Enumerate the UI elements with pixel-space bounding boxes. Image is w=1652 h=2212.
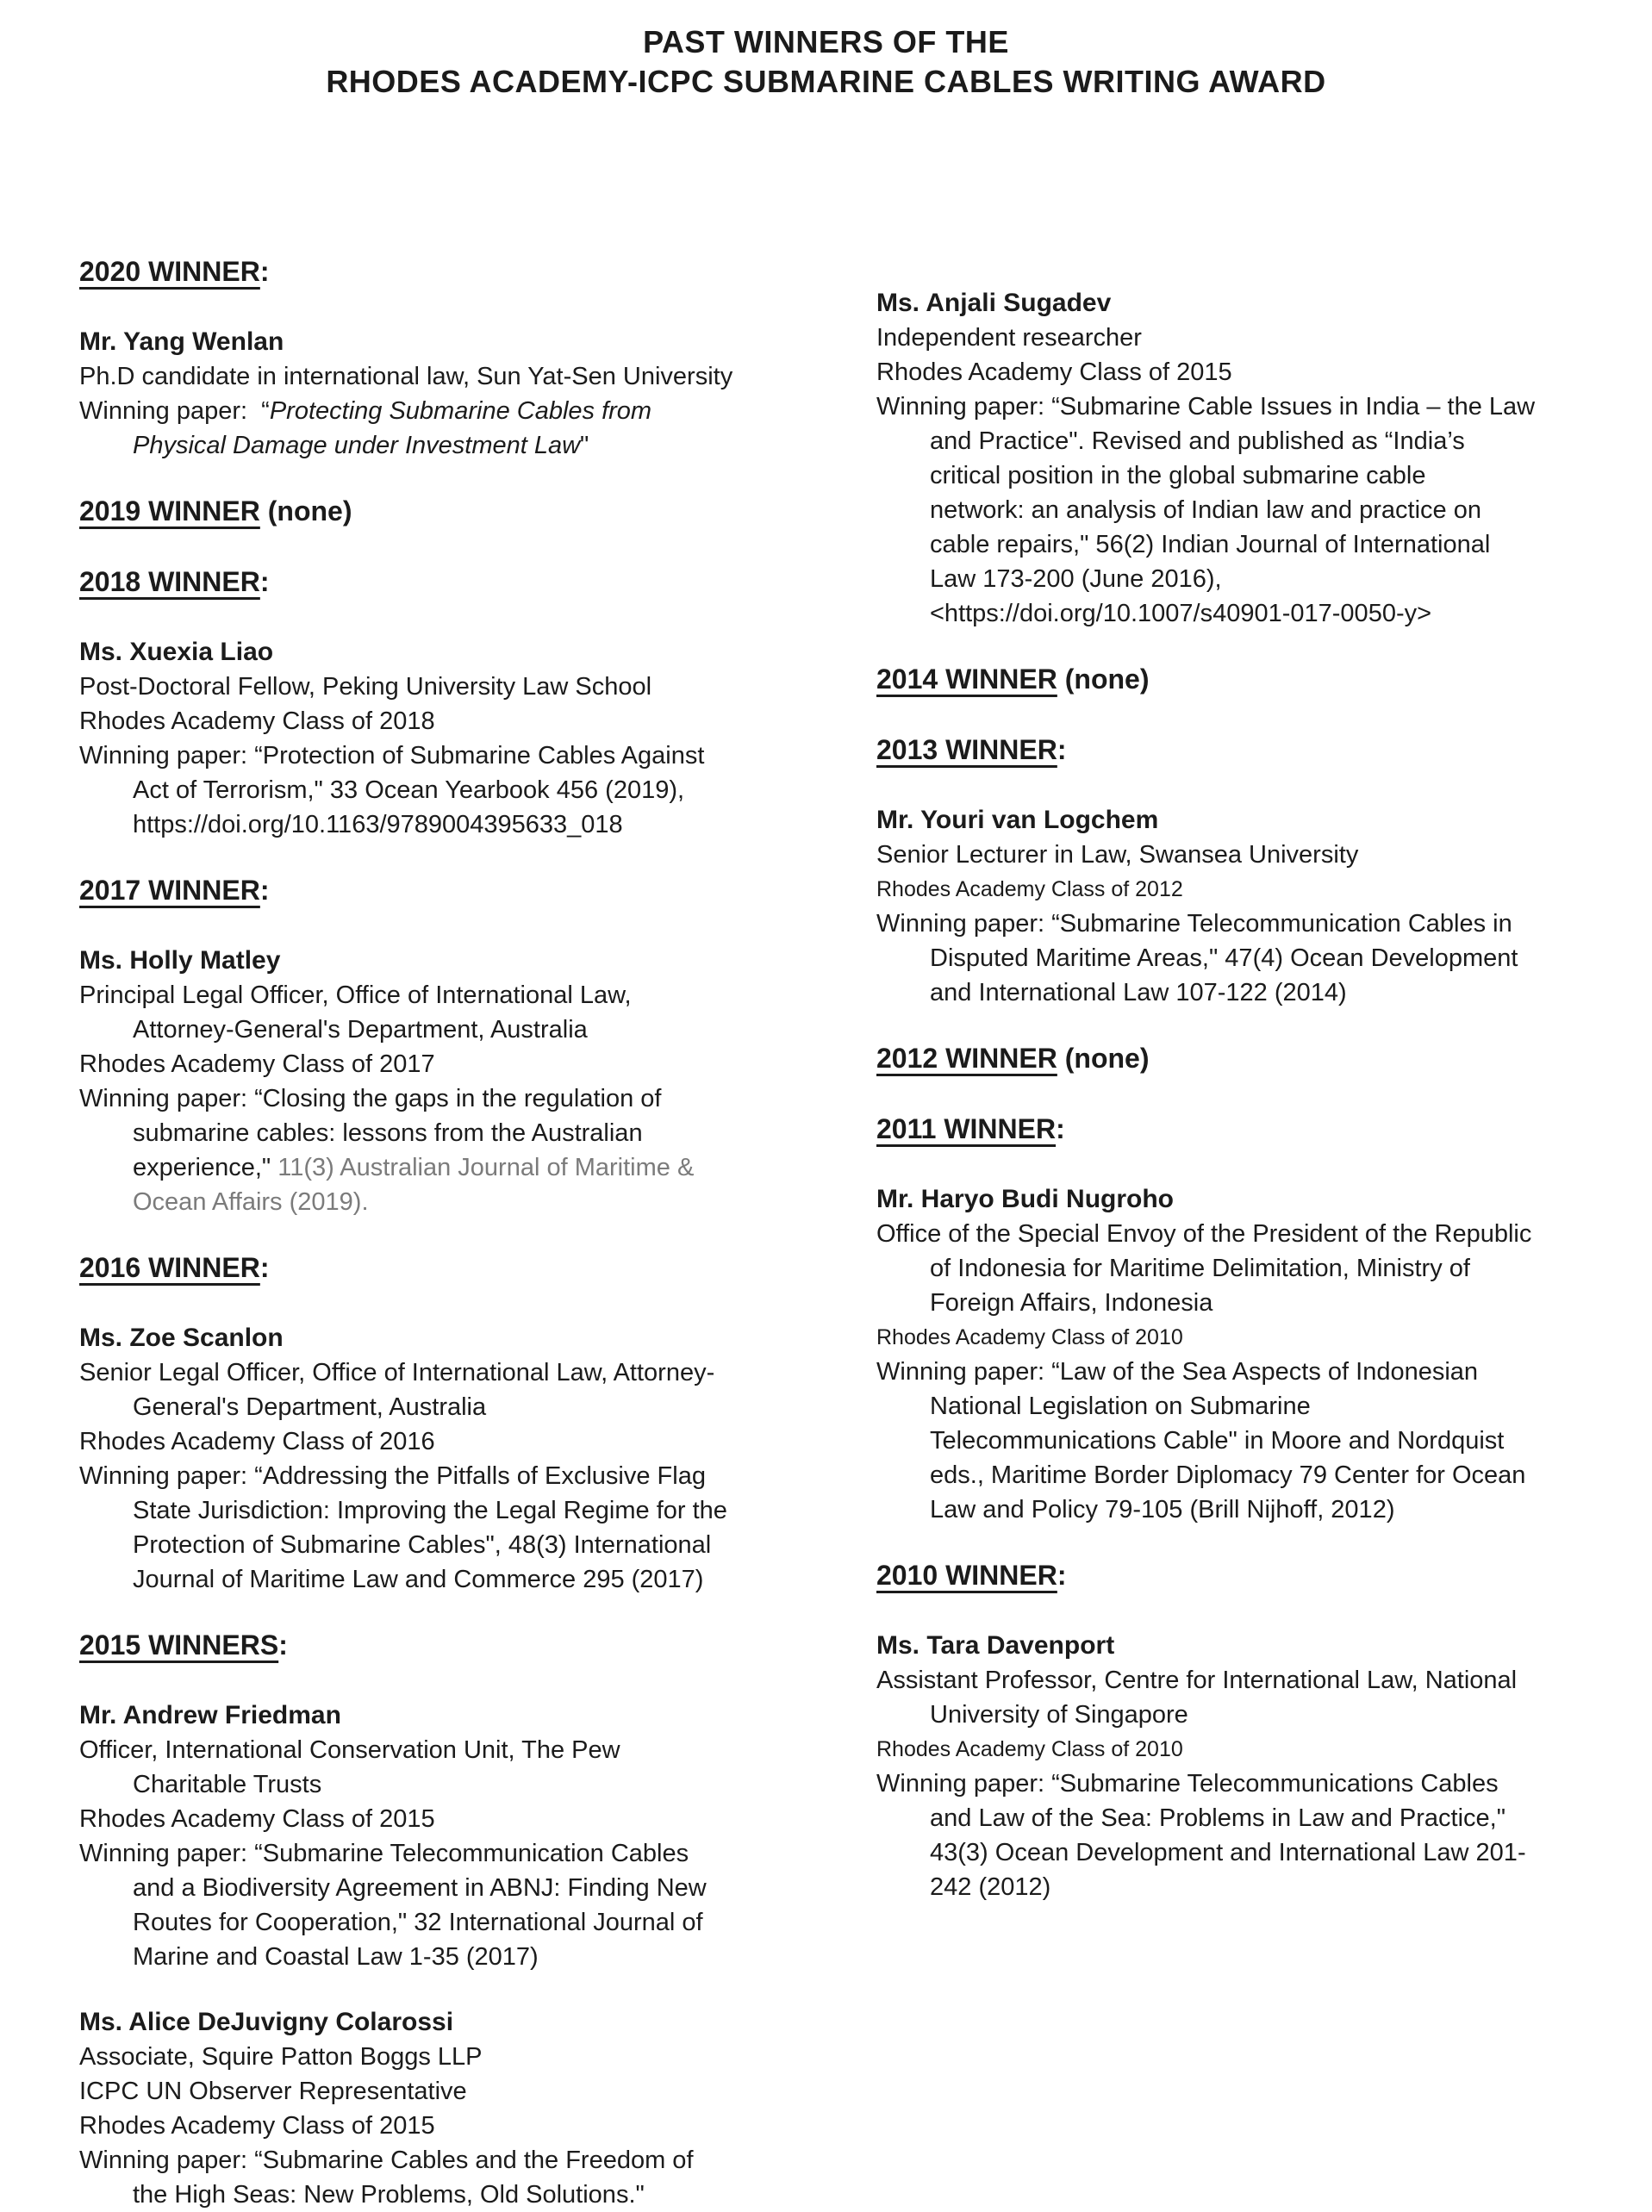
winner-year-heading-underlined: 2016 WINNER	[79, 1252, 260, 1283]
entry-line-segment: Post-Doctoral Fellow, Peking University Law School	[79, 673, 652, 701]
winner-section	[876, 1112, 1618, 1527]
entry-line	[876, 1286, 1618, 1320]
entry-line-segment: Journal of Maritime Law and Commerce 295 (2017)	[133, 1566, 704, 1593]
winner-name: Ms. Xuexia Liao	[79, 638, 274, 666]
entry-line	[876, 424, 1618, 458]
entry-line	[876, 1870, 1618, 1904]
entry-line	[876, 1458, 1618, 1492]
entry-line-segment: Law 173-200 (June 2016),	[930, 565, 1222, 593]
entry-line	[876, 907, 1618, 941]
entry-line-segment: network: an analysis of Indian law and practice on	[930, 496, 1481, 524]
entry-line-segment: Rhodes Academy Class of 2015	[876, 358, 1232, 386]
entry-line-segment: Assistant Professor, Centre for International Law, National	[876, 1667, 1518, 1694]
entry-line-segment: Attorney-General's Department, Australia	[133, 1016, 588, 1044]
entry-line	[876, 838, 1618, 872]
entry-line	[79, 1733, 876, 1767]
winner-section	[876, 1558, 1618, 1904]
entry-line	[876, 596, 1618, 631]
entry-line	[876, 1732, 1618, 1766]
winner-year-heading-suffix: :	[259, 875, 270, 906]
entry-line-segment: Winning paper: “	[79, 397, 270, 425]
entry-line-segment: Winning paper: “Submarine Telecommunication Cables in	[876, 910, 1512, 938]
entry-line	[79, 1424, 876, 1459]
entry-line	[79, 738, 876, 773]
entry-line-segment: Winning paper: “Submarine Cable Issues in India – the Law	[876, 393, 1536, 421]
entry-line	[79, 1185, 876, 1219]
winner-year-heading	[876, 1112, 1618, 1146]
entry-line-segment: Senior Legal Officer, Office of International Law, Attorney-	[79, 1359, 715, 1386]
winner-year-heading-underlined: 2014 WINNER	[876, 664, 1057, 695]
entry-line	[79, 1116, 876, 1150]
entry-line	[79, 1802, 876, 1836]
entry-line	[79, 670, 876, 704]
entry-line-segment: and Practice". Revised and published as “India’s	[930, 427, 1465, 455]
entry-line-segment: Rhodes Academy Class of 2010	[876, 1737, 1183, 1761]
entry-line	[79, 1836, 876, 1871]
entry-line-segment: Office of the Special Envoy of the President of the Republic	[876, 1220, 1532, 1248]
winner-year-heading-underlined: 2018 WINNER	[79, 566, 260, 597]
entry-line	[79, 2109, 876, 2143]
winner-section	[79, 873, 876, 1219]
winner-name: Ms. Holly Matley	[79, 946, 281, 975]
winner-section	[79, 254, 876, 463]
entry-line	[876, 1835, 1618, 1870]
entry-line-segment: Physical Damage under Investment Law	[133, 432, 581, 459]
entry-line	[79, 807, 876, 842]
winner-year-heading	[79, 564, 876, 599]
entry-line	[79, 1081, 876, 1116]
winner-section	[876, 1041, 1618, 1075]
entry-line	[876, 975, 1618, 1010]
entry-line-segment: 43(3) Ocean Development and International Law 201-	[930, 1839, 1526, 1866]
entry-line-segment: ICPC UN Observer Representative	[79, 2078, 467, 2105]
winner-name: Ms. Alice DeJuvigny Colarossi	[79, 2008, 454, 2036]
entry-line-segment: Associate, Squire Patton Boggs LLP	[79, 2043, 483, 2071]
entry-line	[79, 1528, 876, 1562]
winner-year-heading-suffix: :	[259, 256, 270, 287]
entry-line	[876, 493, 1618, 527]
winner-year-heading	[79, 254, 876, 289]
winner-name: Ms. Zoe Scanlon	[79, 1324, 284, 1352]
winner-year-heading-suffix: :	[259, 1252, 270, 1283]
document-title	[0, 0, 1652, 102]
winner-year-heading-underlined: 2015 WINNERS	[79, 1629, 279, 1661]
two-column-body	[0, 254, 1652, 2212]
entry-line	[79, 1459, 876, 1493]
entry-line-muted-segment: Ocean Affairs (2019).	[133, 1188, 369, 1216]
entry-line-segment: Ph.D candidate in international law, Sun Yat-Sen University	[79, 363, 733, 390]
entry-line-segment: https://doi.org/10.1163/9789004395633_018	[133, 811, 623, 838]
entry-line-segment: Charitable Trusts	[133, 1771, 322, 1798]
entry-line-segment: experience,"	[133, 1154, 278, 1181]
winner-year-heading-suffix: :	[1057, 1560, 1067, 1591]
entry-line-segment: Law and Policy 79-105 (Brill Nijhoff, 2012)	[930, 1496, 1395, 1523]
document-title-line2: RHODES ACADEMY-ICPC SUBMARINE CABLES WRITING AWARD	[326, 64, 1326, 99]
entry-line-segment: Protecting Submarine Cables from	[269, 397, 652, 425]
entry-line-segment: Routes for Cooperation," 32 International Journal of	[133, 1909, 703, 1936]
entry-line-segment: Rhodes Academy Class of 2015	[79, 1805, 435, 1833]
entry-line	[79, 1390, 876, 1424]
winner-section	[876, 732, 1618, 1010]
winner-entry	[876, 286, 1618, 631]
winner-entry	[876, 803, 1618, 1010]
entry-line	[876, 527, 1618, 562]
winner-section	[79, 1628, 876, 2212]
entry-line	[79, 978, 876, 1013]
entry-line-segment: and Law of the Sea: Problems in Law and Practice,"	[930, 1804, 1506, 1832]
winner-year-heading	[79, 1250, 876, 1285]
entry-line	[876, 1424, 1618, 1458]
winner-year-heading	[79, 873, 876, 907]
entry-line-segment: Rhodes Academy Class of 2010	[876, 1325, 1183, 1349]
entry-line-segment: Foreign Affairs, Indonesia	[930, 1289, 1213, 1317]
entry-line	[79, 428, 876, 463]
entry-line	[79, 2040, 876, 2074]
winner-year-heading-suffix: :	[1056, 1113, 1065, 1144]
entry-line	[876, 872, 1618, 907]
entry-line-segment: Officer, International Conservation Unit, The Pew	[79, 1736, 620, 1764]
entry-line-segment: Rhodes Academy Class of 2016	[79, 1428, 435, 1455]
winner-name: Ms. Tara Davenport	[876, 1631, 1115, 1660]
entry-line-segment: "	[580, 432, 589, 459]
winner-year-heading	[79, 494, 876, 528]
entry-line-segment: Winning paper: “Closing the gaps in the regulation of	[79, 1085, 662, 1112]
winner-year-heading-suffix: :	[259, 566, 270, 597]
entry-line	[876, 321, 1618, 355]
winner-year-heading-underlined: 2010 WINNER	[876, 1560, 1057, 1591]
entry-line	[79, 394, 876, 428]
entry-line-segment: and International Law 107-122 (2014)	[930, 979, 1347, 1006]
winner-year-heading-underlined: 2020 WINNER	[79, 256, 260, 287]
entry-line	[79, 1493, 876, 1528]
winner-section	[876, 662, 1618, 696]
winner-year-heading-suffix: (none)	[259, 495, 352, 527]
entry-line	[79, 1871, 876, 1905]
entry-line-segment: Telecommunications Cable" in Moore and Nordquist	[930, 1427, 1505, 1455]
entry-line	[876, 1698, 1618, 1732]
entry-line	[876, 389, 1618, 424]
winner-section	[79, 1250, 876, 1597]
entry-line-segment: Senior Lecturer in Law, Swansea University	[876, 841, 1359, 869]
winner-section	[79, 494, 876, 528]
winner-year-heading	[876, 662, 1618, 696]
entry-line-segment: submarine cables: lessons from the Australian	[133, 1119, 643, 1147]
winner-entry	[79, 2005, 876, 2212]
entry-line-segment: General's Department, Australia	[133, 1393, 487, 1421]
entry-line-segment: Winning paper: “Addressing the Pitfalls of Exclusive Flag	[79, 1462, 706, 1490]
winner-year-heading-underlined: 2012 WINNER	[876, 1043, 1057, 1074]
entry-line	[876, 1766, 1618, 1801]
entry-line-segment: Winning paper: “Submarine Telecommunication Cables	[79, 1840, 689, 1867]
entry-line-segment: Act of Terrorism," 33 Ocean Yearbook 456 (2019),	[133, 776, 685, 804]
winner-entry	[79, 635, 876, 842]
winner-year-heading-underlined: 2019 WINNER	[79, 495, 260, 527]
winner-year-heading	[876, 732, 1618, 767]
winner-year-heading-suffix: :	[278, 1629, 288, 1661]
entry-line	[79, 704, 876, 738]
entry-line-segment: the High Seas: New Problems, Old Solutions."	[133, 2181, 645, 2209]
entry-line	[79, 359, 876, 394]
entry-line-segment: eds., Maritime Border Diplomacy 79 Center for Ocean	[930, 1461, 1526, 1489]
winner-entry	[79, 1321, 876, 1597]
entry-line-segment: of Indonesia for Maritime Delimitation, Ministry of	[930, 1255, 1470, 1282]
entry-line	[876, 1389, 1618, 1424]
winner-year-heading	[876, 1041, 1618, 1075]
winner-entry	[876, 1629, 1618, 1904]
entry-line	[79, 773, 876, 807]
winner-name: Ms. Anjali Sugadev	[876, 289, 1112, 317]
entry-line	[79, 1562, 876, 1597]
winner-year-heading-underlined: 2017 WINNER	[79, 875, 260, 906]
entry-line-segment: Winning paper: “Submarine Telecommunications Cables	[876, 1770, 1499, 1798]
entry-line-segment: Winning paper: “Submarine Cables and the Freedom of	[79, 2147, 694, 2174]
winner-name: Mr. Yang Wenlan	[79, 327, 284, 356]
entry-line	[79, 2074, 876, 2109]
entry-line	[876, 941, 1618, 975]
entry-line	[876, 1355, 1618, 1389]
entry-line-segment: Independent researcher	[876, 324, 1142, 352]
entry-line-segment: Rhodes Academy Class of 2012	[876, 877, 1183, 901]
entry-line-segment: Winning paper: “Law of the Sea Aspects of Indonesian	[876, 1358, 1479, 1386]
entry-line	[876, 562, 1618, 596]
entry-line	[876, 458, 1618, 493]
entry-line	[79, 1013, 876, 1047]
entry-line-segment: Rhodes Academy Class of 2017	[79, 1050, 435, 1078]
winner-section	[876, 286, 1618, 631]
entry-line-segment: Rhodes Academy Class of 2015	[79, 2112, 435, 2140]
winner-entry	[79, 944, 876, 1219]
winner-entry	[79, 325, 876, 463]
entry-line	[876, 1492, 1618, 1527]
winner-year-heading-suffix: :	[1057, 734, 1067, 765]
entry-line-segment: <https://doi.org/10.1007/s40901-017-0050-y>	[930, 600, 1432, 627]
entry-line-segment: Rhodes Academy Class of 2018	[79, 707, 435, 735]
winner-year-heading	[79, 1628, 876, 1662]
entry-line	[876, 1801, 1618, 1835]
winner-name: Mr. Andrew Friedman	[79, 1701, 341, 1729]
winner-year-heading-suffix: (none)	[1057, 1043, 1150, 1074]
entry-line-segment: State Jurisdiction: Improving the Legal Regime for the	[133, 1497, 727, 1524]
entry-line-segment: Principal Legal Officer, Office of International Law,	[79, 981, 632, 1009]
entry-line	[876, 355, 1618, 389]
entry-line-segment: cable repairs," 56(2) Indian Journal of International	[930, 531, 1491, 558]
winner-section	[79, 564, 876, 842]
entry-line	[79, 2143, 876, 2178]
entry-line-segment: University of Singapore	[930, 1701, 1188, 1729]
column-right	[876, 254, 1618, 2212]
entry-line	[79, 2178, 876, 2212]
winner-year-heading-underlined: 2013 WINNER	[876, 734, 1057, 765]
winner-year-heading-suffix: (none)	[1057, 664, 1150, 695]
entry-line-segment: critical position in the global submarine cable	[930, 462, 1426, 489]
winner-name: Mr. Youri van Logchem	[876, 806, 1159, 834]
entry-line	[876, 1320, 1618, 1355]
entry-line	[79, 1355, 876, 1390]
entry-line-segment: 242 (2012)	[930, 1873, 1051, 1901]
entry-line-segment: and a Biodiversity Agreement in ABNJ: Finding New	[133, 1874, 707, 1902]
column-left	[79, 254, 876, 2212]
entry-line-segment: National Legislation on Submarine	[930, 1393, 1311, 1420]
entry-line	[79, 1940, 876, 1974]
entry-line	[79, 1047, 876, 1081]
document-title-line1: PAST WINNERS OF THE	[643, 24, 1009, 59]
winner-year-heading	[876, 1558, 1618, 1592]
entry-line	[876, 1251, 1618, 1286]
entry-line-segment: Marine and Coastal Law 1-35 (2017)	[133, 1943, 539, 1971]
entry-line-segment: Winning paper: “Protection of Submarine Cables Against	[79, 742, 705, 770]
winner-entry	[876, 1182, 1618, 1527]
entry-line	[79, 1905, 876, 1940]
entry-line-segment: Disputed Maritime Areas," 47(4) Ocean Development	[930, 944, 1518, 972]
winner-entry	[79, 1698, 876, 1974]
entry-line	[79, 1767, 876, 1802]
winner-year-heading-underlined: 2011 WINNER	[876, 1113, 1057, 1144]
entry-line-segment: Protection of Submarine Cables", 48(3) International	[133, 1531, 712, 1559]
entry-line	[876, 1217, 1618, 1251]
winner-name: Mr. Haryo Budi Nugroho	[876, 1185, 1174, 1213]
entry-line	[876, 1663, 1618, 1698]
entry-line-muted-segment: 11(3) Australian Journal of Maritime &	[277, 1154, 695, 1181]
entry-line	[79, 1150, 876, 1185]
